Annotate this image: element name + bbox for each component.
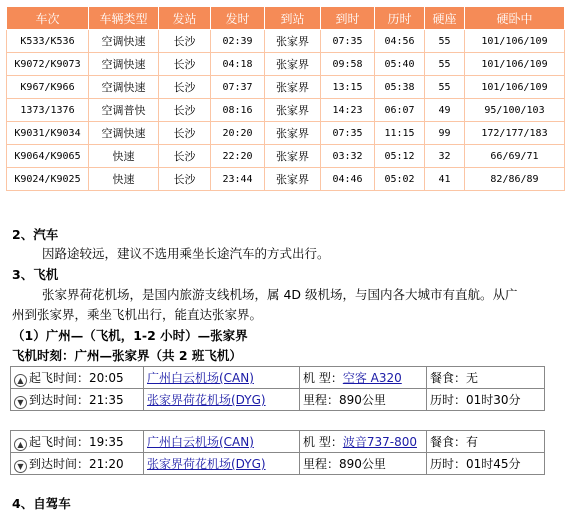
plane-heading: 3、飞机 bbox=[12, 267, 59, 282]
flight-2-depart-airport-link[interactable]: 广州白云机场(CAN) bbox=[147, 435, 254, 449]
cell-depart-time: 23:44 bbox=[211, 168, 265, 191]
cell-train-no: K9024/K9025 bbox=[7, 168, 89, 191]
cell-duration: 05:40 bbox=[375, 53, 425, 76]
flight-1-depart-airport-link[interactable]: 广州白云机场(CAN) bbox=[147, 371, 254, 385]
cell-train-type: 空调快速 bbox=[89, 122, 159, 145]
flight-2-table bbox=[10, 430, 545, 475]
flight-2-depart-row bbox=[11, 431, 545, 453]
table-row bbox=[7, 99, 565, 122]
flight-2-distance: 890公里 bbox=[339, 457, 386, 471]
cell-arrive-station: 张家界 bbox=[265, 99, 321, 122]
flight-1-meal-label: 餐食： bbox=[430, 371, 467, 385]
cell-hard-sleeper: 82/86/89 bbox=[465, 168, 565, 191]
plane-text-line-2: 州到张家界，乘坐飞机出行，能直达张家界。 bbox=[12, 307, 263, 322]
cell-depart-time: 04:18 bbox=[211, 53, 265, 76]
header-hard-seat: 硬座 bbox=[425, 7, 465, 30]
flight-2-model-link[interactable]: 波音737-800 bbox=[342, 435, 417, 449]
flight-2-arrive-time: 21:20 bbox=[89, 456, 124, 471]
cell-train-no: K9031/K9034 bbox=[7, 122, 89, 145]
flight-2-arrive-row bbox=[11, 453, 545, 475]
cell-duration: 11:15 bbox=[375, 122, 425, 145]
header-train-no: 车次 bbox=[7, 7, 89, 30]
cell-train-type: 空调普快 bbox=[89, 99, 159, 122]
cell-depart-station: 长沙 bbox=[159, 76, 211, 99]
cell-arrive-station: 张家界 bbox=[265, 76, 321, 99]
bus-heading: 2、汽车 bbox=[12, 227, 59, 242]
header-arrive-station: 到站 bbox=[265, 7, 321, 30]
cell-hard-seat: 49 bbox=[425, 99, 465, 122]
flight-1-duration-label: 历时： bbox=[430, 393, 467, 407]
route-heading: （1）广州—（飞机，1-2 小时）—张家界 bbox=[12, 328, 248, 343]
flight-1-arrive-airport-link[interactable]: 张家界荷花机场(DYG) bbox=[147, 393, 266, 407]
flight-2-model-label: 机 型： bbox=[303, 435, 343, 449]
cell-hard-seat: 55 bbox=[425, 53, 465, 76]
cell-train-no: K9072/K9073 bbox=[7, 53, 89, 76]
cell-arrive-time: 09:58 bbox=[321, 53, 375, 76]
cell-duration: 05:12 bbox=[375, 145, 425, 168]
schedule-heading: 飞机时刻：广州—张家界（共 2 班飞机） bbox=[12, 348, 242, 363]
cell-duration: 05:02 bbox=[375, 168, 425, 191]
flight-1-table bbox=[10, 366, 545, 411]
flight-1-depart-time: 20:05 bbox=[89, 370, 124, 385]
flight-1-depart-label: 起飞时间： bbox=[29, 370, 90, 385]
car-heading: 4、自驾车 bbox=[12, 496, 71, 511]
table-row bbox=[7, 53, 565, 76]
cell-depart-time: 02:39 bbox=[211, 30, 265, 53]
cell-train-type: 空调快速 bbox=[89, 53, 159, 76]
cell-train-type: 空调快速 bbox=[89, 76, 159, 99]
cell-arrive-station: 张家界 bbox=[265, 122, 321, 145]
header-duration: 历时 bbox=[375, 7, 425, 30]
flight-2-distance-label: 里程： bbox=[303, 457, 340, 471]
cell-hard-sleeper: 101/106/109 bbox=[465, 76, 565, 99]
table-row bbox=[7, 30, 565, 53]
cell-arrive-time: 13:15 bbox=[321, 76, 375, 99]
cell-hard-sleeper: 101/106/109 bbox=[465, 30, 565, 53]
cell-duration: 04:56 bbox=[375, 30, 425, 53]
flight-2-depart-label: 起飞时间： bbox=[29, 434, 90, 449]
cell-depart-station: 长沙 bbox=[159, 122, 211, 145]
cell-duration: 06:07 bbox=[375, 99, 425, 122]
header-depart-station: 发站 bbox=[159, 7, 211, 30]
cell-hard-seat: 55 bbox=[425, 30, 465, 53]
plane-text-line-1: 张家界荷花机场，是国内旅游支线机场，属 4D 级机场，与国内各大城市有直航。从广 bbox=[42, 287, 518, 302]
cell-train-type: 快速 bbox=[89, 168, 159, 191]
train-table-header bbox=[7, 7, 565, 30]
flight-2-duration-label: 历时： bbox=[430, 457, 467, 471]
cell-train-no: K9064/K9065 bbox=[7, 145, 89, 168]
cell-arrive-time: 03:32 bbox=[321, 145, 375, 168]
header-train-type: 车辆类型 bbox=[89, 7, 159, 30]
cell-arrive-station: 张家界 bbox=[265, 30, 321, 53]
table-row bbox=[7, 122, 565, 145]
cell-hard-seat: 41 bbox=[425, 168, 465, 191]
flight-1-distance-label: 里程： bbox=[303, 393, 340, 407]
flight-2-meal: 有 bbox=[466, 435, 479, 449]
flight-2-arrive-airport-link[interactable]: 张家界荷花机场(DYG) bbox=[147, 457, 266, 471]
flight-1-duration: 01时30分 bbox=[466, 393, 521, 407]
cell-hard-seat: 55 bbox=[425, 76, 465, 99]
cell-hard-seat: 32 bbox=[425, 145, 465, 168]
cell-hard-sleeper: 95/100/103 bbox=[465, 99, 565, 122]
flight-2-duration: 01时45分 bbox=[466, 457, 521, 471]
cell-train-type: 空调快速 bbox=[89, 30, 159, 53]
flight-2-arrive-label: 到达时间： bbox=[29, 456, 90, 471]
table-row bbox=[7, 168, 565, 191]
cell-depart-station: 长沙 bbox=[159, 53, 211, 76]
cell-train-no: K533/K536 bbox=[7, 30, 89, 53]
train-table-body bbox=[7, 30, 565, 191]
train-schedule-table bbox=[6, 6, 565, 191]
cell-train-no: 1373/1376 bbox=[7, 99, 89, 122]
header-depart-time: 发时 bbox=[211, 7, 265, 30]
flight-2-meal-label: 餐食： bbox=[430, 435, 467, 449]
flight-1-arrive-time: 21:35 bbox=[89, 392, 124, 407]
down-arrow-icon: ▼ bbox=[14, 460, 27, 473]
cell-depart-station: 长沙 bbox=[159, 145, 211, 168]
cell-depart-station: 长沙 bbox=[159, 168, 211, 191]
flight-1-meal: 无 bbox=[466, 371, 479, 385]
cell-hard-sleeper: 172/177/183 bbox=[465, 122, 565, 145]
flight-1-arrive-label: 到达时间： bbox=[29, 392, 90, 407]
flight-2-depart-time: 19:35 bbox=[89, 434, 124, 449]
flight-1-depart-row bbox=[11, 367, 545, 389]
cell-arrive-time: 07:35 bbox=[321, 122, 375, 145]
cell-train-type: 快速 bbox=[89, 145, 159, 168]
up-arrow-icon: ▲ bbox=[14, 374, 27, 387]
cell-depart-time: 20:20 bbox=[211, 122, 265, 145]
table-row bbox=[7, 76, 565, 99]
cell-arrive-station: 张家界 bbox=[265, 145, 321, 168]
up-arrow-icon: ▲ bbox=[14, 438, 27, 451]
cell-depart-time: 07:37 bbox=[211, 76, 265, 99]
bus-text: 因路途较远，建议不选用乘坐长途汽车的方式出行。 bbox=[42, 246, 330, 261]
flight-1-model-label: 机 型： bbox=[303, 371, 343, 385]
cell-depart-time: 22:20 bbox=[211, 145, 265, 168]
cell-arrive-time: 07:35 bbox=[321, 30, 375, 53]
flight-1-arrive-row bbox=[11, 389, 545, 411]
cell-arrive-time: 04:46 bbox=[321, 168, 375, 191]
table-row bbox=[7, 145, 565, 168]
down-arrow-icon: ▼ bbox=[14, 396, 27, 409]
flight-1-distance: 890公里 bbox=[339, 393, 386, 407]
cell-depart-station: 长沙 bbox=[159, 99, 211, 122]
header-hard-sleeper: 硬卧中 bbox=[465, 7, 565, 30]
cell-duration: 05:38 bbox=[375, 76, 425, 99]
cell-hard-sleeper: 66/69/71 bbox=[465, 145, 565, 168]
cell-train-no: K967/K966 bbox=[7, 76, 89, 99]
cell-arrive-station: 张家界 bbox=[265, 168, 321, 191]
flight-1-model-link[interactable]: 空客 A320 bbox=[342, 371, 402, 385]
cell-arrive-station: 张家界 bbox=[265, 53, 321, 76]
header-arrive-time: 到时 bbox=[321, 7, 375, 30]
flight-1-depart-cell bbox=[11, 367, 144, 389]
cell-depart-station: 长沙 bbox=[159, 30, 211, 53]
cell-hard-sleeper: 101/106/109 bbox=[465, 53, 565, 76]
cell-arrive-time: 14:23 bbox=[321, 99, 375, 122]
cell-depart-time: 08:16 bbox=[211, 99, 265, 122]
cell-hard-seat: 99 bbox=[425, 122, 465, 145]
